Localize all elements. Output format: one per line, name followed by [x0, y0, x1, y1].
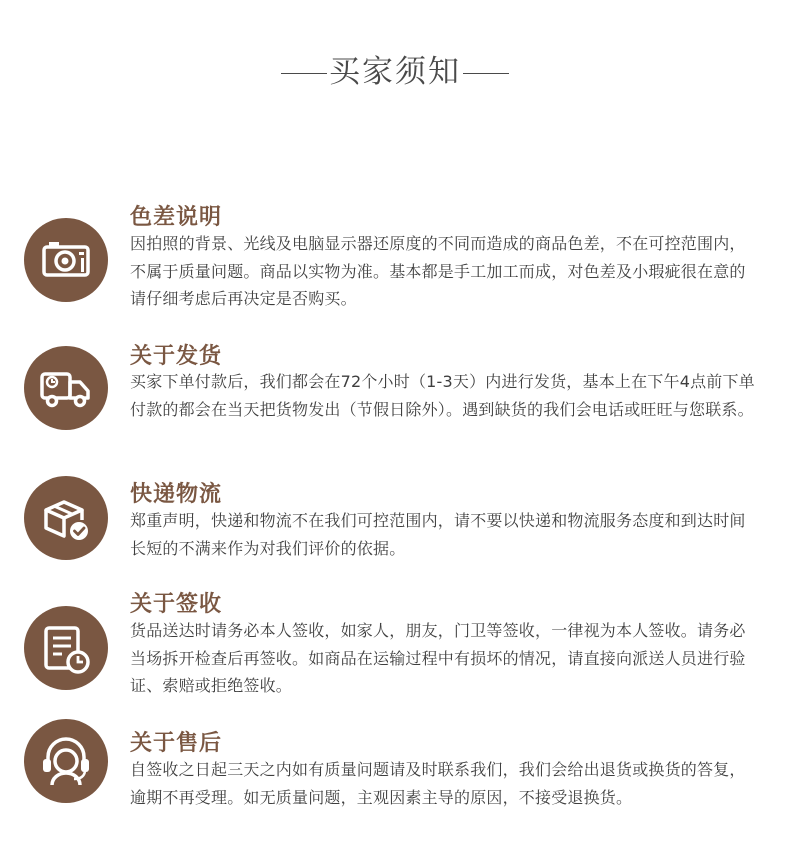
section-text: 自签收之日起三天之内如有质量问题请及时联系我们，我们会给出退货或换货的答复，逾期不再受理。如无质量问题，主观因素主导的原因，不接受退换货。 — [130, 760, 746, 807]
section-text: 买家下单付款后，我们都会在72个小时（1-3天）内进行发货，基本上在下午4点前下单付款的都会在当天把货物发出（节假日除外）。遇到缺货的我们会电话或旺旺与您联系。 — [130, 372, 755, 419]
document-clock-icon — [24, 606, 108, 690]
section-heading: 色差说明 — [130, 205, 223, 230]
section-heading: 关于签收 — [130, 592, 223, 617]
section-heading: 快递物流 — [130, 482, 223, 507]
section-text: 郑重声明，快递和物流不在我们可控范围内，请不要以快递和物流服务态度和到达时间长短的不满来作为对我们评价的依据。 — [130, 511, 746, 558]
title-left-rule — [281, 73, 327, 74]
title-text: 买家须知 — [329, 54, 461, 90]
section-text: 货品送达时请务必本人签收，如家人，朋友，门卫等签收，一律视为本人签收。请务必当场拆开检查后再签收。如商品在运输过程中有损坏的情况，请直接向派送人员进行验证、索赔或拒绝签收。 — [130, 621, 746, 695]
customer-service-icon — [24, 719, 108, 803]
delivery-truck-icon — [24, 346, 108, 430]
section-heading: 关于售后 — [130, 731, 223, 756]
package-check-icon — [24, 476, 108, 560]
camera-icon — [24, 218, 108, 302]
page-title — [0, 46, 790, 91]
section-text: 因拍照的背景、光线及电脑显示器还原度的不同而造成的商品色差，不在可控范围内，不属于质量问题。商品以实物为准。基本都是手工加工而成，对色差及小瑕疵很在意的请仔细考虑后再决定是否购买。 — [130, 234, 746, 308]
section-heading: 关于发货 — [130, 344, 223, 369]
title-right-rule — [463, 73, 509, 74]
